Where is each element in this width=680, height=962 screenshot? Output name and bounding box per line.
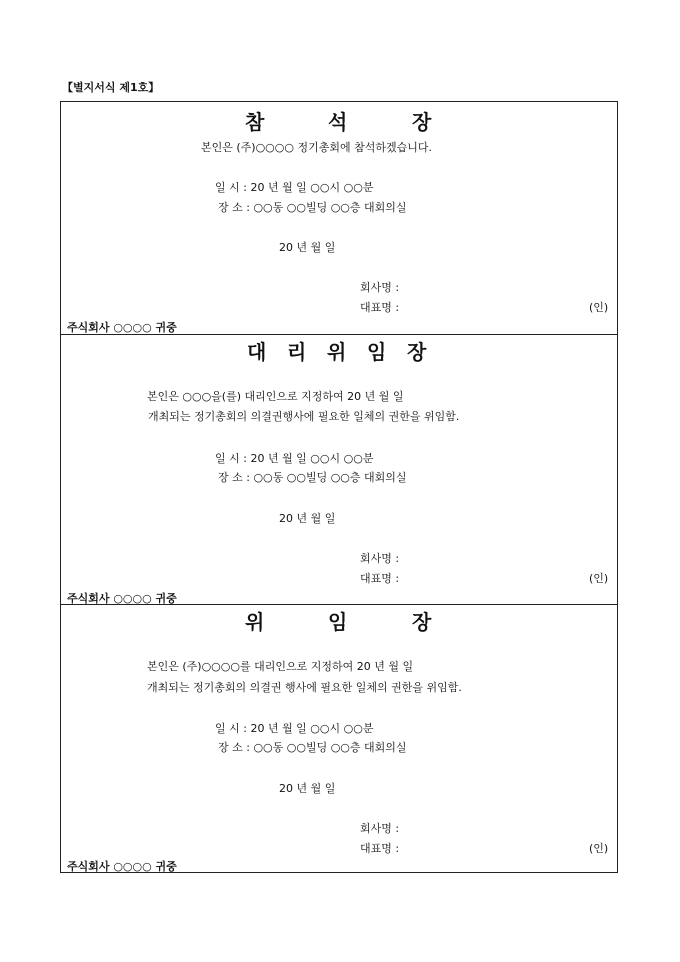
representative-label: 대표명 : xyxy=(360,572,400,585)
meeting-place-line: 장 소 : ○○동 ○○빌딩 ○○층 대회의실 xyxy=(218,201,407,214)
company-name-label: 회사명 : xyxy=(360,552,400,565)
meeting-date-line: 일 시 : 20 년 월 일 ○○시 ○○분 xyxy=(215,722,374,735)
body-line: 본인은 (주)○○○○를 대리인으로 지정하여 20 년 월 일 xyxy=(147,660,414,673)
section-title-char: 임 xyxy=(367,340,387,364)
seal-mark: (인) xyxy=(589,842,609,855)
section-title-char: 장 xyxy=(407,340,427,364)
company-name-label: 회사명 : xyxy=(360,822,400,835)
section-divider xyxy=(61,604,617,605)
section-title-char: 임 xyxy=(328,610,348,634)
body-line: 개최되는 정기총회의 의결권 행사에 필요한 일체의 권한을 위임함. xyxy=(147,681,462,694)
meeting-place-line: 장 소 : ○○동 ○○빌딩 ○○층 대회의실 xyxy=(218,471,407,484)
recipient-line: 주식회사 ○○○○ 귀중 xyxy=(67,592,177,605)
body-line: 본인은 ○○○을(를) 대리인으로 지정하여 20 년 월 일 xyxy=(147,390,404,403)
recipient-line: 주식회사 ○○○○ 귀중 xyxy=(67,321,177,334)
body-line: 개최되는 정기총회의 의결권행사에 필요한 일체의 권한을 위임함. xyxy=(148,410,460,423)
section-divider xyxy=(61,334,617,335)
company-name-label: 회사명 : xyxy=(360,281,400,294)
section-title-char: 위 xyxy=(245,610,265,634)
meeting-date-line: 일 시 : 20 년 월 일 ○○시 ○○분 xyxy=(215,452,374,465)
sign-date-line: 20 년 월 일 xyxy=(279,241,336,254)
section-title-char: 참 xyxy=(245,110,265,134)
section-title-char: 리 xyxy=(287,340,307,364)
meeting-place-line: 장 소 : ○○동 ○○빌딩 ○○층 대회의실 xyxy=(218,741,407,754)
form-frame xyxy=(60,101,618,873)
seal-mark: (인) xyxy=(589,301,609,314)
recipient-line: 주식회사 ○○○○ 귀중 xyxy=(67,860,177,873)
representative-label: 대표명 : xyxy=(360,842,400,855)
form-number-label: 【별지서식 제1호】 xyxy=(62,81,160,94)
sign-date-line: 20 년 월 일 xyxy=(279,782,336,795)
sign-date-line: 20 년 월 일 xyxy=(279,512,336,525)
section-title-char: 장 xyxy=(412,610,432,634)
section-title-char: 대 xyxy=(247,340,267,364)
section-title-char: 위 xyxy=(327,340,347,364)
body-line: 본인은 (주)○○○○ 정기총회에 참석하겠습니다. xyxy=(201,141,432,154)
section-title-char: 장 xyxy=(412,110,432,134)
seal-mark: (인) xyxy=(589,572,609,585)
section-title-char: 석 xyxy=(328,110,348,134)
representative-label: 대표명 : xyxy=(360,301,400,314)
meeting-date-line: 일 시 : 20 년 월 일 ○○시 ○○분 xyxy=(215,181,374,194)
